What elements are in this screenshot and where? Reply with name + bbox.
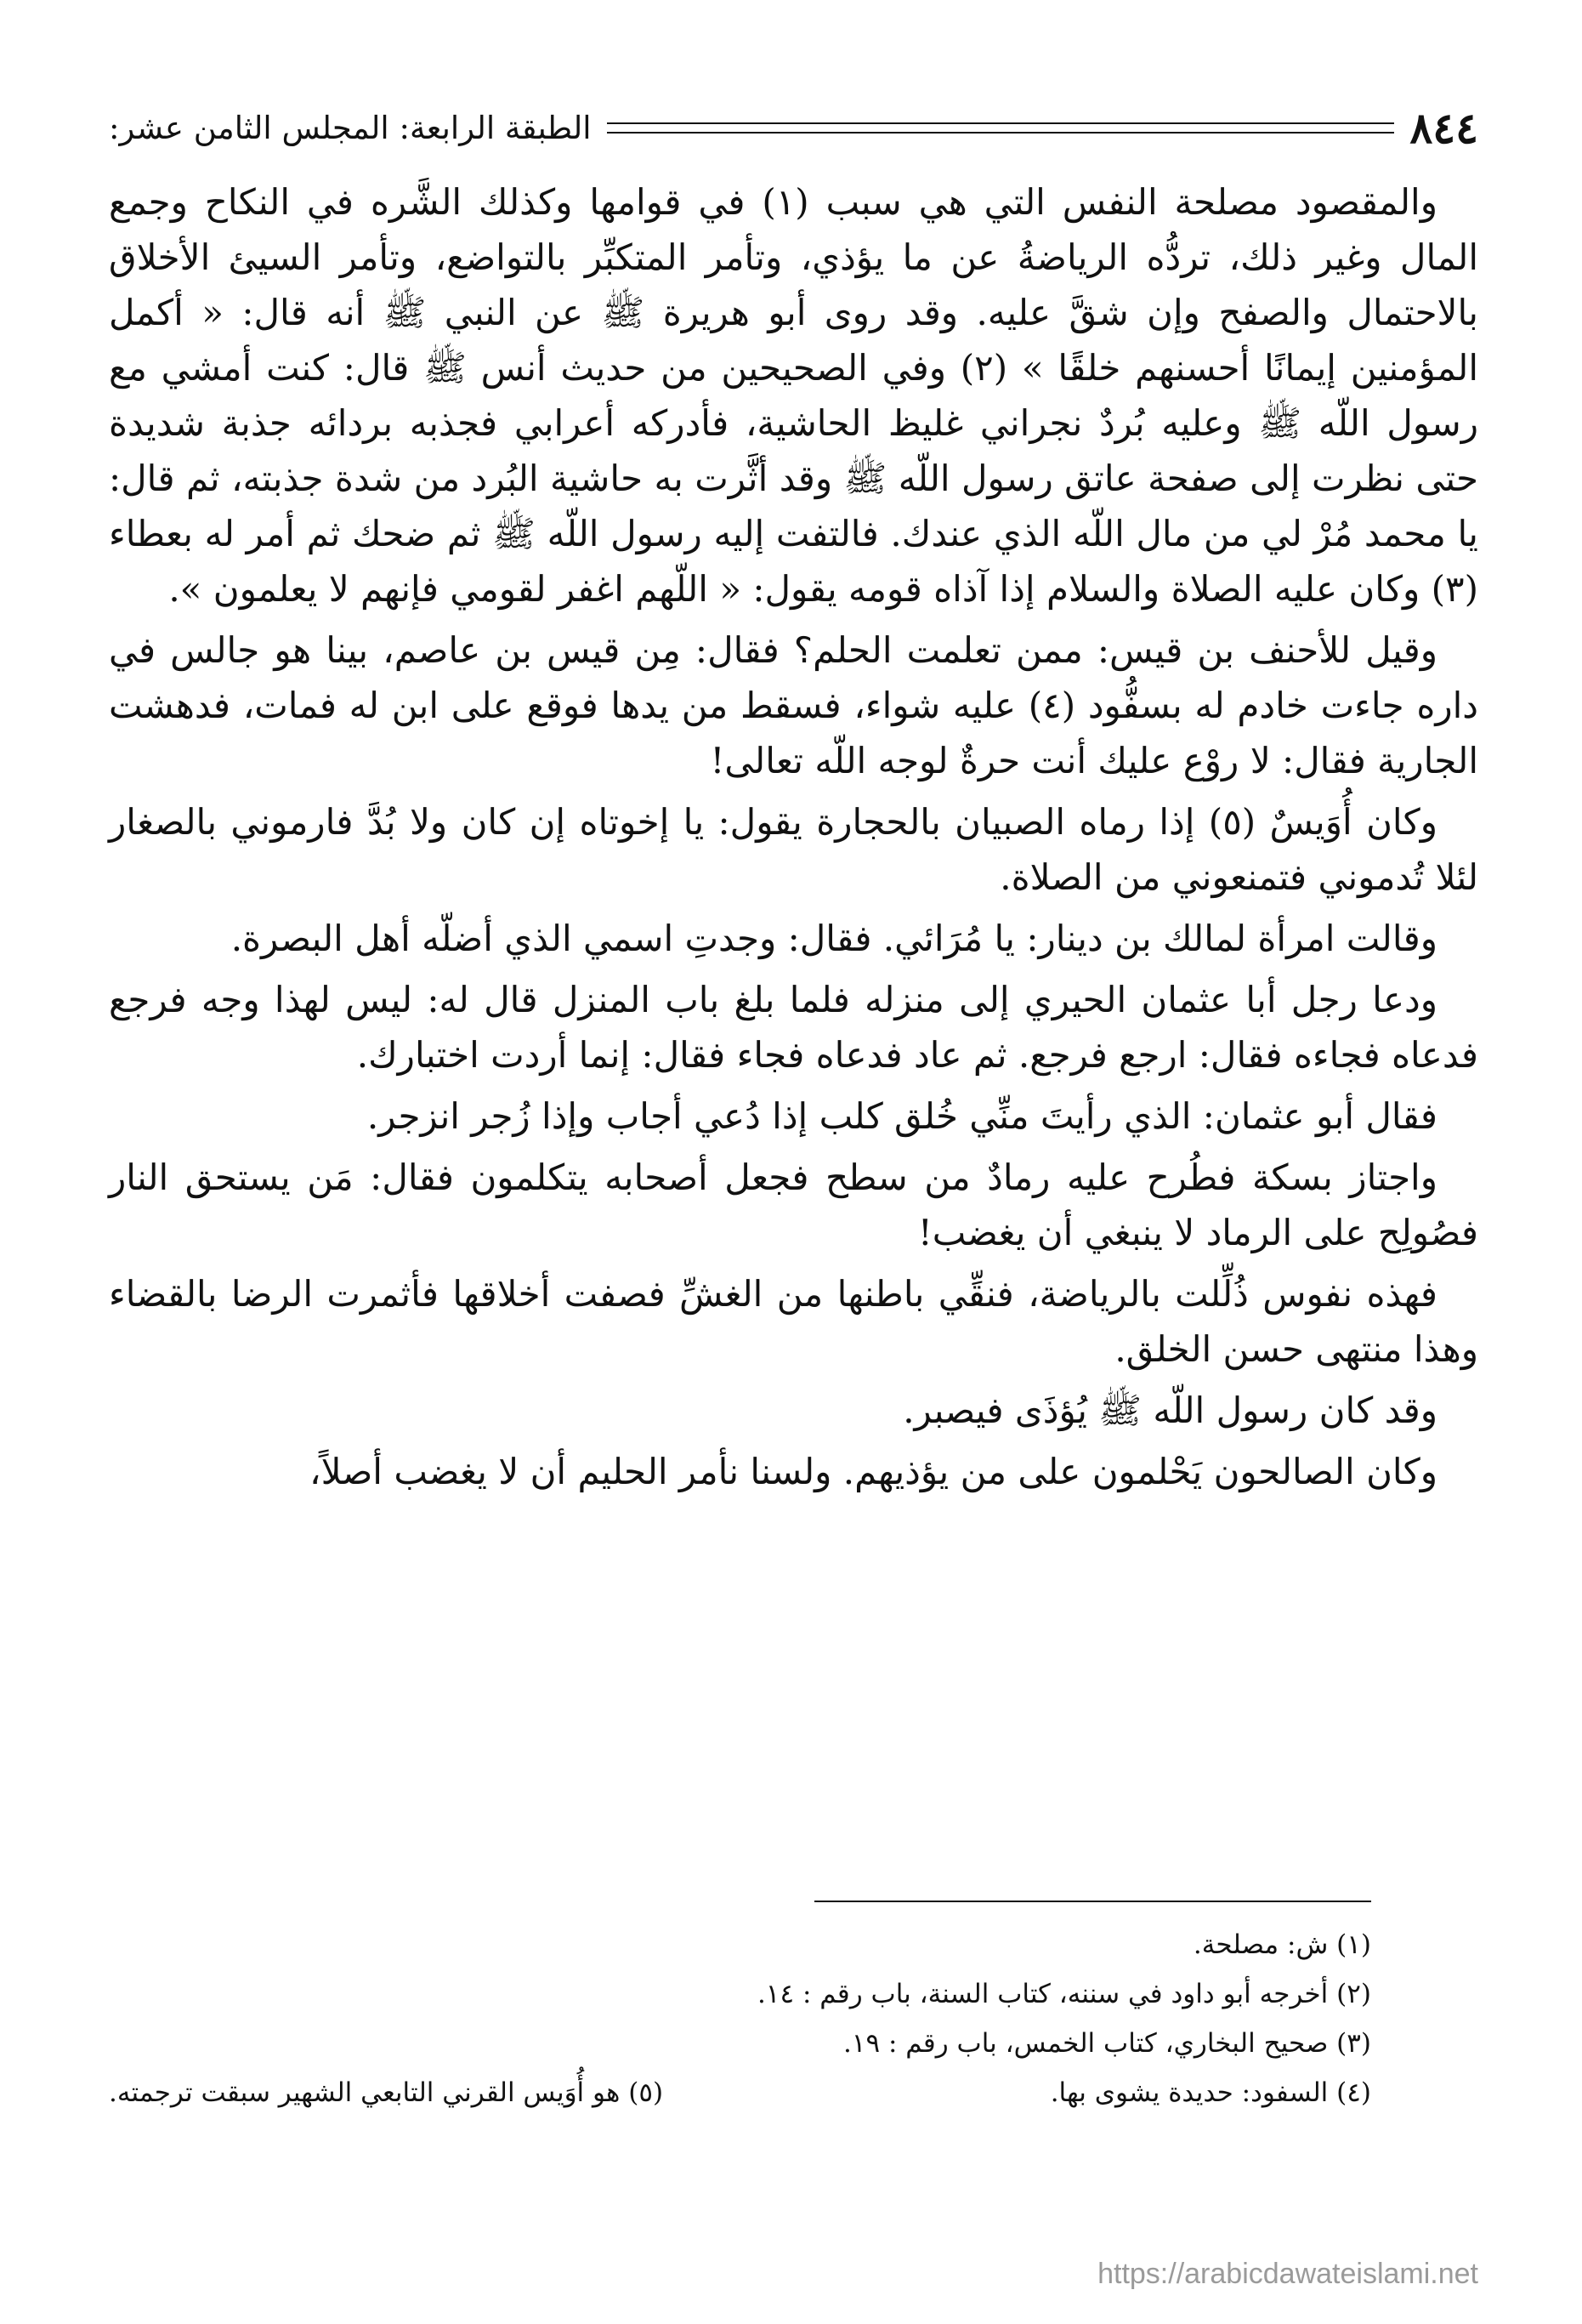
footnote-row [109,2068,1371,2117]
paragraph: فقال أبو عثمان: الذي رأيتَ منِّي خُلق كلب إذا دُعي أجاب وإذا زُجر انزجر. [366,1095,1437,1137]
footnote-divider [814,1901,1371,1902]
paragraph: وقد كان رسول اللّه ﷺ يُؤذَى فيصبر. [903,1389,1437,1431]
paragraph: والمقصود مصلحة النفس التي هي سبب (١) في قوامها وكذلك الشَّره في النكاح وجمع المال وغير ذلك، تردُّه الرياضةُ عن ما يؤذي، وتأمر المتكبِّر بالتواضع، وتأمر السيئ الأخلاق بالاحتمال والصفح وإن شقَّ عليه. وقد روى أبو هريرة ﷺ عن النبي ﷺ أنه قال: « أكمل المؤمنين إيمانًا أحسنهم خلقًا » (٢) وفي الصحيحين من حديث أنس ﷺ قال: كنت أمشي مع رسول اللّه ﷺ وعليه بُردٌ نجراني غليظ الحاشية، فأدركه أعرابي فجذبه بردائه جذبة شديدة حتى نظرت إلى صفحة عاتق رسول اللّه ﷺ وقد أثَّرت به حاشية البُرد من شدة جذبته، ثم قال: يا محمد مُرْ لي من مال اللّه الذي عندك. فالتفت إليه رسول اللّه ﷺ ثم ضحك ثم أمر له بعطاء (٣) وكان عليه الصلاة والسلام إذا آذاه قومه يقول: « اللّهم اغفر لقومي فإنهم لا يعلمون ». [109,181,1478,610]
watermark-url: https://arabicdawateislami.net [1097,2258,1478,2290]
footnotes [109,1920,1371,2117]
footnote-3: (٣) صحيح البخاري، كتاب الخمس، باب رقم : ١٩. [842,2028,1371,2059]
footnote-5: (٥) هو أُوَيس القرني التابعي الشهير سبقت ترجمته. [109,2077,664,2108]
paragraph: وقيل للأحنف بن قيس: ممن تعلمت الحلم؟ فقال: مِن قيس بن عاصم، بينا هو جالس في داره جاءت خادم له بسفُّود (٤) عليه شواء، فسقط من يدها فوقع على ابن له فمات، فدهشت الجارية فقال: لا روْع عليك أنت حرةٌ لوجه اللّه تعالى! [109,629,1479,781]
paragraph: وكان الصالحون يَحْلمون على من يؤذيهم. ولسنا نأمر الحليم أن لا يغضب أصلاً، [309,1451,1437,1492]
paragraph: واجتاز بسكة فطُرح عليه رمادٌ من سطح فجعل أصحابه يتكلمون فقال: مَن يستحق النار فصُولِح على الرماد لا ينبغي أن يغضب! [109,1156,1478,1253]
header-double-rule [607,122,1395,134]
footnote-2: (٢) أخرجه أبو داود في سننه، كتاب السنة، باب رقم : ١٤. [757,1979,1371,2009]
main-text [109,174,1478,1505]
footnote-1: (١) ش: مصلحة. [1193,1929,1371,1960]
page-header [109,100,1478,155]
paragraph: وكان أُوَيسٌ (٥) إذا رماه الصبيان بالحجارة يقول: يا إخوتاه إن كان ولا بُدَّ فارموني بالصغار لئلا تُدموني فتمنعوني من الصلاة. [109,801,1478,898]
paragraph: وقالت امرأة لمالك بن دينار: يا مُرَائي. فقال: وجدتِ اسمي الذي أضلّه أهل البصرة. [230,918,1437,959]
paragraph: فهذه نفوس ذُلِّلت بالرياضة، فنقِّي باطنها من الغشِّ فصفت أخلاقها فأثمرت الرضا بالقضاء وهذا منتهى حسن الخلق. [109,1273,1478,1370]
footnote-4: (٤) السفود: حديدة يشوى بها. [1050,2077,1371,2108]
page-number: ٨٤٤ [1409,102,1478,153]
running-title: الطبقة الرابعة: المجلس الثامن عشر: [109,109,592,146]
paragraph: ودعا رجل أبا عثمان الحيري إلى منزله فلما بلغ باب المنزل قال له: ليس لهذا وجه فرجع فدعاه فجاءه فقال: ارجع فرجع. ثم عاد فدعاه فجاء فقال: إنما أردت اختبارك. [109,979,1478,1076]
